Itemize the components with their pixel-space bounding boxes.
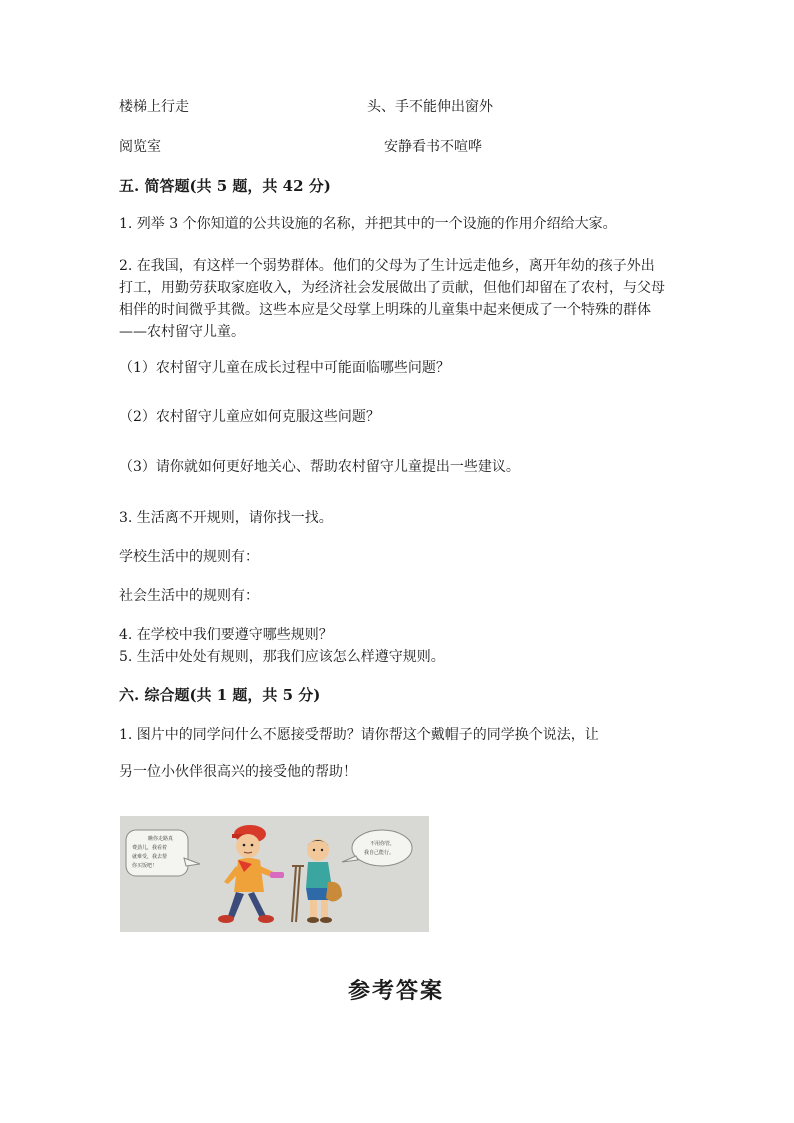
right-bubble-line-2: 我自己能行。 bbox=[364, 850, 395, 856]
match-right-2: 安静看书不喧哗 bbox=[384, 139, 482, 155]
helping-illustration bbox=[120, 816, 429, 932]
section6-question-1-line-2: 另一位小伙伴很高兴的接受他的帮助！ bbox=[119, 764, 357, 780]
section5-heading: 五. 简答题(共 5 题，共 42 分) bbox=[119, 177, 331, 195]
question-3-society-rules: 社会生活中的规则有： bbox=[119, 588, 259, 604]
question-2: 2. 在我国，有这样一个弱势群体。他们的父母为了生计远走他乡，离开年幼的孩子外出打工，用勤劳获取家庭收入，为经济社会发展做出了贡献，但他们却留在了农村，与父母相伴的时间微乎其微。这些本应是父母掌上明珠的儿童集中起来便成了一个特殊的群体——农村留守儿童。 bbox=[119, 258, 665, 340]
question-2-sub-3: （3）请你就如何更好地关心、帮助农村留守儿童提出一些建议。 bbox=[119, 459, 520, 475]
match-left-1: 楼梯上行走 bbox=[119, 99, 189, 115]
question-2-sub-2: （2）农村留守儿童应如何克服这些问题？ bbox=[119, 409, 380, 425]
question-1: 1. 列举 3 个你知道的公共设施的名称，并把其中的一个设施的作用介绍给大家。 bbox=[119, 216, 617, 232]
question-4: 4. 在学校中我们要遵守哪些规则？ bbox=[119, 627, 333, 643]
question-3: 3. 生活离不开规则，请你找一找。 bbox=[119, 510, 333, 526]
section6-heading: 六. 综合题(共 1 题，共 5 分) bbox=[119, 686, 321, 704]
left-bubble-line-4: 你买饭吧！ bbox=[132, 863, 158, 869]
question-2-sub-1: （1）农村留守儿童在成长过程中可能面临哪些问题？ bbox=[119, 360, 450, 376]
right-bubble-line-1: 不用你管， bbox=[370, 841, 396, 847]
section6-question-1-line-1: 1. 图片中的同学问什么不愿接受帮助？请你帮这个戴帽子的同学换个说法，让 bbox=[119, 727, 599, 743]
match-left-2: 阅览室 bbox=[119, 139, 161, 155]
answers-title: 参考答案 bbox=[348, 978, 445, 1004]
left-bubble-line-1: 瞧你走路真 bbox=[148, 836, 174, 842]
question-5: 5. 生活中处处有规则，那我们应该怎么样遵守规则。 bbox=[119, 649, 445, 665]
left-bubble-line-3: 就难受，我去帮 bbox=[132, 854, 168, 860]
question-3-school-rules: 学校生活中的规则有： bbox=[119, 549, 259, 565]
left-bubble-line-2: 费劲儿，我看着 bbox=[132, 845, 168, 851]
match-right-1: 头、手不能伸出窗外 bbox=[367, 99, 493, 115]
